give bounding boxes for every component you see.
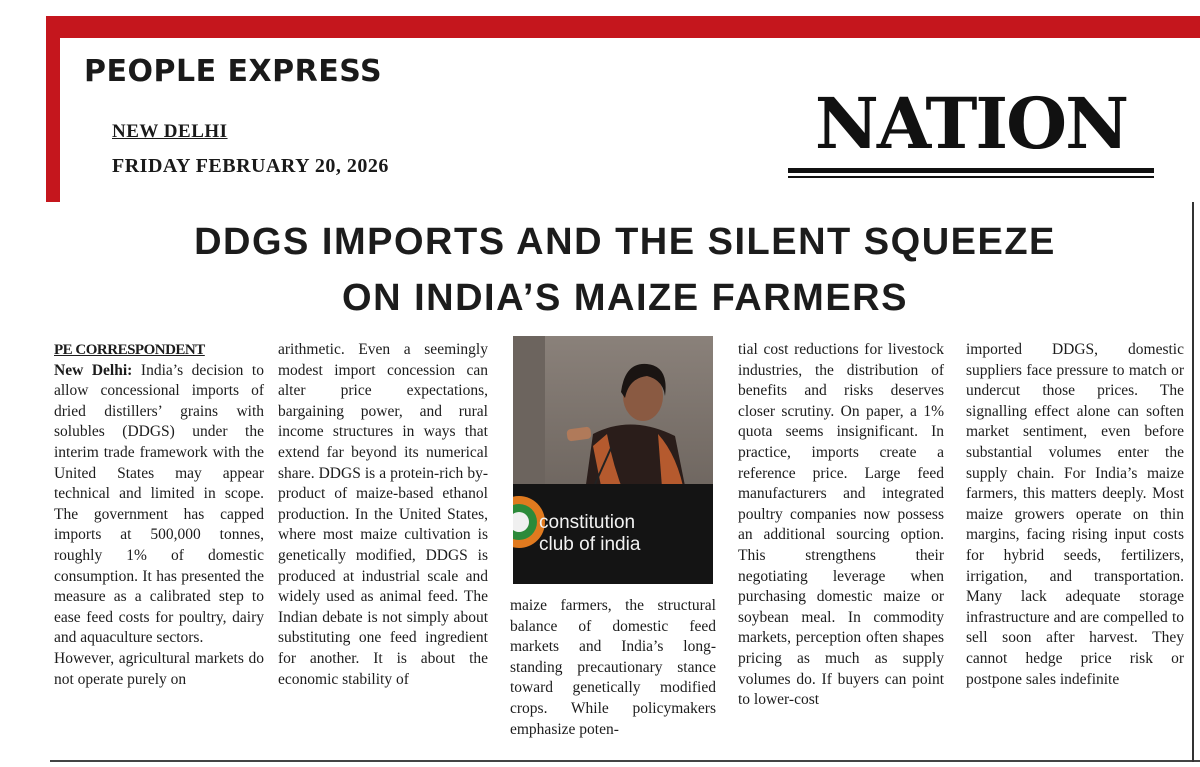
- page-right-rule: [1192, 202, 1194, 762]
- lead-text: India’s decision to allow concessional imports of dried distillers’ grains with solubles (DDGS) under the interim trade framework with the United States may appear technical and limited in scope. The government has capped imports at 500,000 tonnes, roughly 1% of domestic consumption. It has presented the measure as a calibrated step to ease feed costs for poultry, dairy and aquaculture sectors.: [54, 361, 264, 647]
- section-underline-thick: [788, 168, 1154, 173]
- masthead-red-bar: [46, 16, 1200, 38]
- masthead-red-side-bar: [46, 16, 60, 202]
- byline: PE CORRESPONDENT: [54, 342, 205, 358]
- article-photo: [513, 336, 713, 584]
- article-column-2: [278, 340, 488, 690]
- lead-paragraph: [54, 361, 264, 649]
- column-2-text: arithmetic. Even a seemingly modest import concession can alter price expectations, bargaining power, and rural income structures in ways that extend far beyond its numerical share. DDGS is a protein-rich by-product of maize-based ethanol production. In the United States, where most maize cultivation is genetically modified, DDGS is produced at industrial scale and widely used as animal feed. The Indian debate is not simply about substituting one feed ingredient for another. It is about the economic stability of: [278, 341, 488, 688]
- column-4-text: tial cost reductions for livestock industries, the distribution of benefits and risks deserves closer scrutiny. On paper, a 1% quota seems insignificant. In practice, imports create a reference price. Large feed manufacturers and integrated poultry companies now possess an additional sourcing option. This strengthens their negotiating leverage when purchasing domestic maize or soybean meal. In commodity markets, perception often shapes pricing as much as supply volumes do. If buyers can point to lower-cost: [738, 341, 944, 709]
- newspaper-name: PEOPLE EXPRESS: [84, 54, 383, 89]
- dateline-date: FRIDAY FEBRUARY 20, 2026: [112, 155, 389, 177]
- article-column-5: [966, 340, 1184, 690]
- dateline-city: NEW DELHI: [112, 121, 228, 142]
- podium-text-line-2: club of india: [539, 534, 641, 555]
- article-headline: [60, 214, 1190, 326]
- section-underline-thin: [788, 176, 1154, 178]
- article-column-3: [510, 596, 716, 740]
- headline-line-2: ON INDIA’S MAIZE FARMERS: [342, 277, 908, 319]
- lead-city: New Delhi:: [54, 361, 133, 379]
- podium-text-line-1: constitution: [539, 512, 636, 533]
- speaker-photo-illustration: [513, 336, 713, 584]
- page-bottom-rule: [50, 760, 1192, 762]
- article-column-4: [738, 340, 944, 711]
- paragraph-2: However, agricultural markets do not operate purely on: [54, 649, 264, 688]
- headline-line-1: DDGS IMPORTS AND THE SILENT SQUEEZE: [194, 221, 1056, 263]
- page-bottom-rule-edge: [1194, 760, 1200, 762]
- column-3-text: maize farmers, the structural balance of domestic feed markets and India’s long-standing precautionary stance toward genetically modified crops. While policymakers emphasize poten-: [510, 597, 716, 738]
- article-column-1: [54, 340, 264, 690]
- column-5-text: imported DDGS, domestic suppliers face pressure to match or undercut those prices. The signalling effect alone can soften market sentiment, even before substantial volumes enter the supply chain. For India’s maize farmers, this matters deeply. Most maize growers operate on thin margins, facing rising input costs for hybrid seeds, fertilizers, irrigation, and transportation. Many lack adequate storage infrastructure and are compelled to sell soon after harvest. They cannot hedge price risk or postpone sales indefinite: [966, 341, 1184, 688]
- section-title: NATION: [814, 82, 1128, 165]
